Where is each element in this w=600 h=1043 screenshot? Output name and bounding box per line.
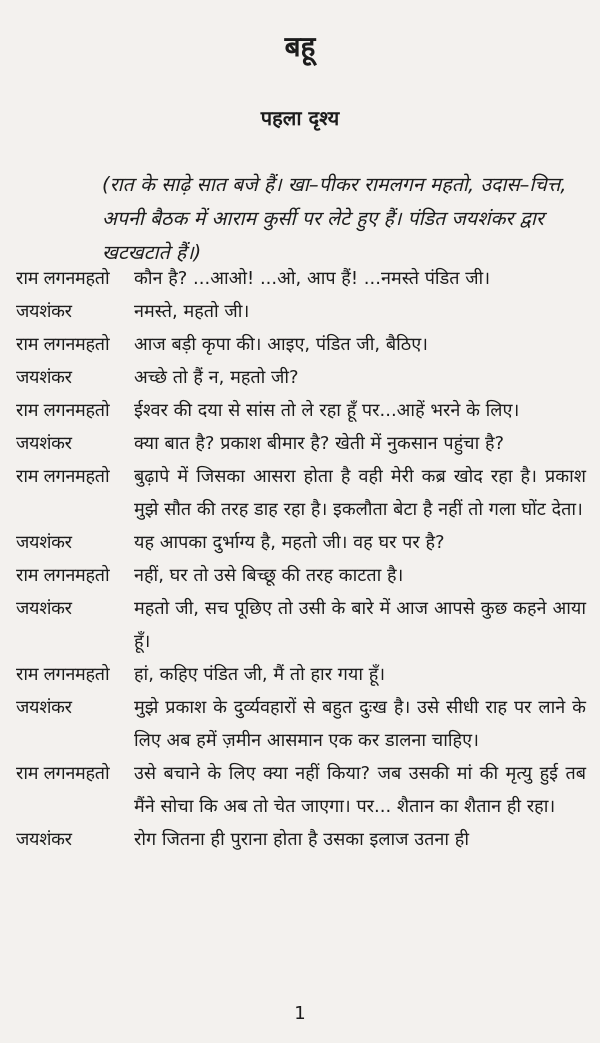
dialogue-row: [16, 823, 586, 856]
speaker-name: जयशंकर: [16, 301, 72, 322]
dialogue-line: क्या बात है? प्रकाश बीमार है? खेती में नुकसान पहुंचा है?: [134, 433, 505, 454]
speaker-name: राम लगनमहतो: [16, 268, 110, 289]
dialogue-line: नमस्ते, महतो जी।: [134, 301, 250, 322]
scene-heading: पहला दृश्य: [260, 106, 340, 130]
dialogue-row: [16, 460, 586, 526]
speaker-name: जयशंकर: [16, 697, 72, 718]
dialogue-line: अच्छे तो हैं न, महतो जी?: [134, 367, 299, 388]
dialogue-line: रोग जितना ही पुराना होता है उसका इलाज उतना ही: [134, 829, 469, 850]
speaker-name: जयशंकर: [16, 367, 72, 388]
dialogue-row: [16, 328, 586, 361]
dialogue-row: [16, 427, 586, 460]
dialogue-row: [16, 691, 586, 757]
dialogue-list: [16, 262, 586, 856]
dialogue-line: ईश्वर की दया से सांस तो ले रहा हूँ पर...आहें भरने के लिए।: [134, 400, 520, 421]
dialogue-row: [16, 658, 586, 691]
dialogue-row: [16, 361, 586, 394]
dialogue-row: [16, 592, 586, 658]
dialogue-row: [16, 262, 586, 295]
speaker-name: जयशंकर: [16, 532, 72, 553]
speaker-name: जयशंकर: [16, 598, 72, 619]
dialogue-line: मुझे प्रकाश के दुर्व्यवहारों से बहुत दुःख है। उसे सीधी राह पर लाने के लिए अब हमें ज़मीन आसमान एक कर डालना चाहिए।: [134, 697, 586, 751]
dialogue-row: [16, 559, 586, 592]
dialogue-line: उसे बचाने के लिए क्या नहीं किया? जब उसकी मां की मृत्यु हुई तब मैंने सोचा कि अब तो चेत जाएगा। पर... शैतान का शैतान ही रहा।: [134, 763, 586, 817]
page-number: 1: [294, 1003, 306, 1024]
speaker-name: राम लगनमहतो: [16, 664, 110, 685]
dialogue-row: [16, 526, 586, 559]
dialogue-line: महतो जी, सच पूछिए तो उसी के बारे में आज आपसे कुछ कहने आया हूँ।: [134, 598, 586, 652]
speaker-name: राम लगनमहतो: [16, 565, 110, 586]
chapter-title: बहू: [284, 30, 316, 63]
speaker-name: जयशंकर: [16, 433, 72, 454]
dialogue-line: हां, कहिए पंडित जी, मैं तो हार गया हूँ।: [134, 664, 386, 685]
dialogue-row: [16, 295, 586, 328]
stage-direction: (रात के साढ़े सात बजे हैं। खा–पीकर रामलगन महतो, उदास–चित्त, अपनी बैठक में आराम कुर्सी पर लेटे हुए हैं। पंडित जयशंकर द्वार खटखटाते हैं।): [102, 173, 567, 264]
speaker-name: राम लगनमहतो: [16, 334, 110, 355]
dialogue-row: [16, 757, 586, 823]
speaker-name: जयशंकर: [16, 829, 72, 850]
dialogue-line: बुढ़ापे में जिसका आसरा होता है वही मेरी कब्र खोद रहा है। प्रकाश मुझे सौत की तरह डाह रहा है। इकलौता बेटा है नहीं तो गला घोंट देता।: [134, 466, 586, 520]
dialogue-line: यह आपका दुर्भाग्य है, महतो जी। वह घर पर है?: [134, 532, 445, 553]
dialogue-row: [16, 394, 586, 427]
dialogue-line: नहीं, घर तो उसे बिच्छू की तरह काटता है।: [134, 565, 404, 586]
dialogue-line: कौन है? ...आओ! ...ओ, आप हैं! ...नमस्ते पंडित जी।: [134, 268, 491, 289]
speaker-name: राम लगनमहतो: [16, 763, 110, 784]
speaker-name: राम लगनमहतो: [16, 466, 110, 487]
speaker-name: राम लगनमहतो: [16, 400, 110, 421]
dialogue-line: आज बड़ी कृपा की। आइए, पंडित जी, बैठिए।: [134, 334, 428, 355]
